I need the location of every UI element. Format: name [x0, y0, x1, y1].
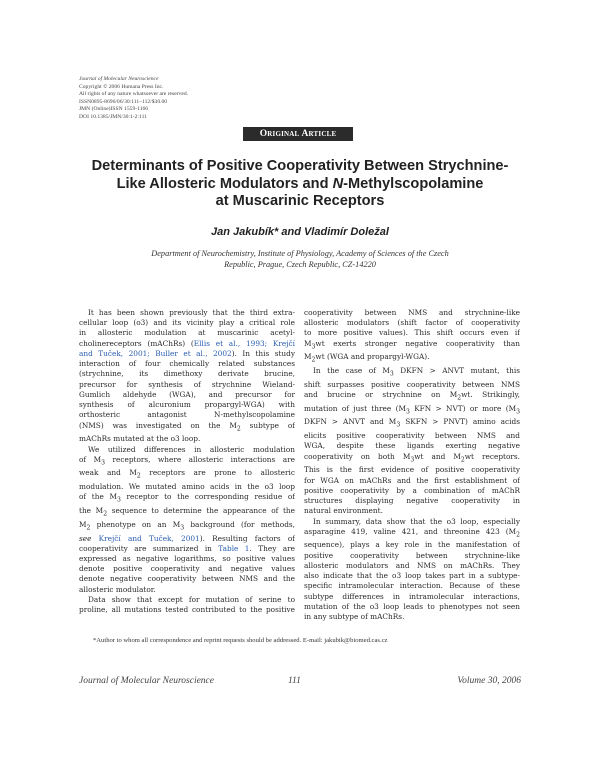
title-italic-n: N — [332, 175, 344, 192]
text-line: (strychnine, its dimethoxy derivate brucine, — [79, 369, 295, 379]
footer-journal: Journal of Molecular Neuroscience — [79, 676, 214, 686]
text-line: proline, all mutations tested contributed to the positive — [79, 605, 295, 615]
subscript: 3 — [410, 456, 415, 464]
text: cooperativity on both M — [304, 451, 411, 461]
subscript: 3 — [389, 370, 394, 378]
text-line: specific intramolecular interaction. Because of these — [304, 581, 520, 591]
text: cooperativity are summarized in — [79, 543, 219, 553]
subscript: 2 — [460, 456, 465, 464]
text-line: for WGA on mAChRs and the first establishment of — [304, 475, 520, 485]
text-line — [79, 492, 295, 506]
page-number: 111 — [288, 676, 301, 686]
text: wt exerts stronger negative cooperativity than — [315, 338, 520, 348]
text: of the M — [79, 492, 117, 502]
text: wt receptors. — [464, 451, 520, 461]
text-line: orthosteric antagonist N-methylscopolamine — [79, 410, 295, 420]
text: DKFN > ANVT mutant, this — [393, 366, 520, 376]
title-text: -Methylscopolamine — [343, 175, 484, 192]
text-line — [79, 455, 295, 469]
footer-volume: Volume 30, 2006 — [457, 676, 521, 686]
text-line: allosteric modulators and NMS on mAChRs. They — [304, 560, 520, 570]
text-line: In summary, data show that the o3 loop, especially — [313, 516, 520, 526]
text: ). In this study — [231, 348, 295, 358]
text-line: allosteric modulators (shift factor of cooperativity — [304, 318, 520, 328]
text-line — [304, 366, 520, 380]
paragraph — [79, 595, 295, 615]
text-line: positive cooperativity by a combination of mAChR — [304, 485, 520, 495]
text-line — [304, 390, 520, 404]
text-line: subtype differences in intramolecular interactions, — [304, 591, 520, 601]
subscript: 2 — [457, 394, 462, 402]
text-line: We utilized differences in allosteric modulation — [88, 444, 295, 454]
text: (NMS) was investigated on the M — [79, 420, 237, 430]
subscript: 2 — [311, 356, 316, 364]
affiliation-line-2: Republic, Prague, Czech Republic, CZ-14220 — [224, 260, 376, 269]
title-line-3: at Muscarinic Receptors — [215, 193, 385, 209]
text: wt and M — [414, 451, 461, 461]
text-line — [79, 468, 295, 482]
subscript: 2 — [103, 510, 108, 518]
text: cholinereceptors (mAChRs) ( — [79, 338, 194, 348]
text-line: also indicate that the o3 loop takes part in a subtype- — [304, 571, 520, 581]
journal-name: Journal of Molecular Neuroscience — [79, 76, 159, 82]
subscript: 3 — [311, 343, 316, 351]
text-line: cellular loop (o3) and its vicinity play a critical role — [79, 318, 295, 328]
text-line: mutation of the o3 loop leads to phenotypes not seen — [304, 601, 520, 611]
subscript: 3 — [101, 459, 106, 467]
rights-line: All rights of any nature whatsoever are reserved. — [79, 91, 189, 97]
issn-line: ISSN0895-8696/06/30:111–112/$30.00 — [79, 98, 168, 105]
text-line: structures displaying negative cooperativity in — [304, 496, 520, 506]
subscript: 3 — [405, 408, 410, 416]
text-line: interaction of four chemically related substances — [79, 359, 295, 369]
copyright-line: Copyright © 2006 Humana Press Inc. — [79, 83, 164, 90]
text: and brucine or strychnine on M — [304, 390, 458, 400]
article-title — [70, 158, 530, 211]
text-line: shift surpasses positive cooperativity between NMS — [304, 379, 520, 389]
online-issn-line: JMN (Online)ISSN 1559-1166 — [79, 106, 149, 112]
citation-link[interactable]: and Tuček, 2001; Buller et al., 2002 — [79, 348, 232, 358]
text-line: mAChRs mutated at the o3 loop. — [79, 434, 201, 444]
text-line — [304, 339, 520, 353]
text-line — [79, 421, 295, 435]
text-line — [79, 339, 295, 349]
paragraph — [304, 308, 520, 366]
text-line: WGA, despite these ligands exerting negative — [304, 441, 520, 451]
text-line: synthesis of alcuronium propargyl-WGA) with — [79, 400, 295, 410]
text-line: allosteric modulator. — [79, 584, 156, 594]
text-line — [304, 527, 520, 541]
text-line: natural environment. — [304, 506, 383, 516]
text: receptors are prone to allosteric — [140, 468, 295, 478]
text: weak and M — [79, 468, 137, 478]
text: the M — [79, 506, 104, 516]
subscript: 3 — [516, 408, 520, 416]
text: mutation of just three (M — [304, 403, 406, 413]
text: asparagine 419, valine 421, and threonine 423 (M — [304, 526, 517, 536]
text-line — [304, 352, 520, 366]
text: M — [79, 519, 87, 529]
title-line-1: Determinants of Positive Cooperativity Between Strychnine- — [91, 158, 509, 174]
authors: Jan Jakubík* and Vladimír Doležal — [211, 226, 389, 238]
publication-info — [79, 76, 188, 121]
text: ). Resulting factors of — [199, 533, 295, 543]
text-line — [304, 452, 520, 466]
text: receptor to the corresponding residue of — [120, 492, 295, 502]
subscript: 2 — [236, 425, 241, 433]
affiliation — [100, 248, 500, 270]
text-line — [304, 404, 520, 418]
subscript: 3 — [396, 421, 401, 429]
text-line — [79, 506, 295, 520]
text-line: sequence), plays a key role in the manifestation of — [304, 540, 520, 550]
citation-link[interactable]: Ellis et al., 1993; Krejčí — [193, 338, 295, 348]
text-line — [79, 520, 295, 534]
text-line: denote negative cooperativity between NMS and the — [79, 574, 295, 584]
text: M — [304, 352, 312, 362]
affiliation-line-1: Department of Neurochemistry, Institute of Physiology, Academy of Sciences of the Czech — [151, 249, 449, 258]
text-line: cooperativity between NMS and strychnine-like — [304, 308, 520, 317]
subscript: 3 — [180, 524, 185, 532]
body-column-left — [79, 308, 295, 615]
text-line: in any subtype of mAChRs. — [304, 612, 405, 622]
text-line: expressed as negative logarithms, so positive values — [79, 553, 295, 563]
paragraph — [79, 308, 295, 445]
text: M — [304, 338, 312, 348]
paragraph — [304, 517, 520, 623]
title-line-2 — [70, 176, 530, 194]
table-link[interactable]: Table 1 — [218, 543, 250, 553]
text-line: modulation. We mutated amino acids in the o3 loop — [79, 482, 295, 492]
text: receptors, where allosteric interactions are — [105, 454, 295, 464]
text-line: elicits positive cooperativity between NMS and — [304, 431, 520, 441]
text: subtype of — [240, 420, 295, 430]
subscript: 2 — [516, 531, 520, 539]
paragraph — [79, 445, 295, 595]
text: wt. Strikingly, — [461, 390, 520, 400]
subscript: 2 — [136, 472, 141, 480]
text: wt (WGA and propargyl-WGA). — [315, 352, 430, 362]
text: KFN > NVT) or more (M — [409, 403, 517, 413]
author-footnote: *Author to whom all correspondence and reprint requests should be addressed. E-mail: jakubik@biomed.cas.cz — [93, 637, 388, 644]
title-text: Like Allosteric Modulators and — [116, 175, 333, 192]
text: . They are — [249, 543, 295, 553]
text-line: positive cooperativity between strychnine-like — [304, 550, 520, 560]
text: background (for methods, — [184, 519, 295, 529]
text: phenotype on an M — [90, 519, 181, 529]
text-line: denote positive cooperativity and negative values — [79, 564, 295, 574]
text-line — [304, 417, 520, 431]
text-line — [79, 544, 295, 554]
body-column-right — [304, 308, 520, 622]
doi-line: DOI 10.1385/JMN/30:1-2:111 — [79, 113, 147, 120]
subscript: 3 — [117, 496, 121, 504]
text-line: Gumlich aldehyde (WGA), and precursor for — [79, 389, 295, 399]
text: In the case of M — [313, 366, 390, 376]
text-line — [79, 349, 295, 359]
paragraph — [304, 366, 520, 516]
text: see — [79, 533, 99, 543]
subscript: 2 — [86, 524, 91, 532]
text-line — [79, 534, 295, 544]
text: SKFN > PNVT) amino acids — [400, 417, 520, 427]
text: DKFN > ANVT and M — [304, 417, 397, 427]
text: sequence to determine the appearance of the — [107, 506, 295, 516]
citation-link[interactable]: Krejčí and Tuček, 2001 — [98, 533, 200, 543]
text-line: It has been shown previously that the third extra- — [88, 308, 295, 317]
text-line: This is the first evidence of positive cooperativity — [304, 465, 520, 475]
text-line: to more positive values). This shift occurs even if — [304, 328, 520, 338]
text: of M — [79, 454, 102, 464]
text-line: Data show that except for mutation of serine to — [88, 594, 295, 604]
section-label: Original Article — [243, 127, 353, 141]
text-line: in allosteric modulation at muscarinic acetyl- — [79, 328, 295, 338]
text-line: precursor for synthesis of strychnine Wieland- — [79, 379, 295, 389]
